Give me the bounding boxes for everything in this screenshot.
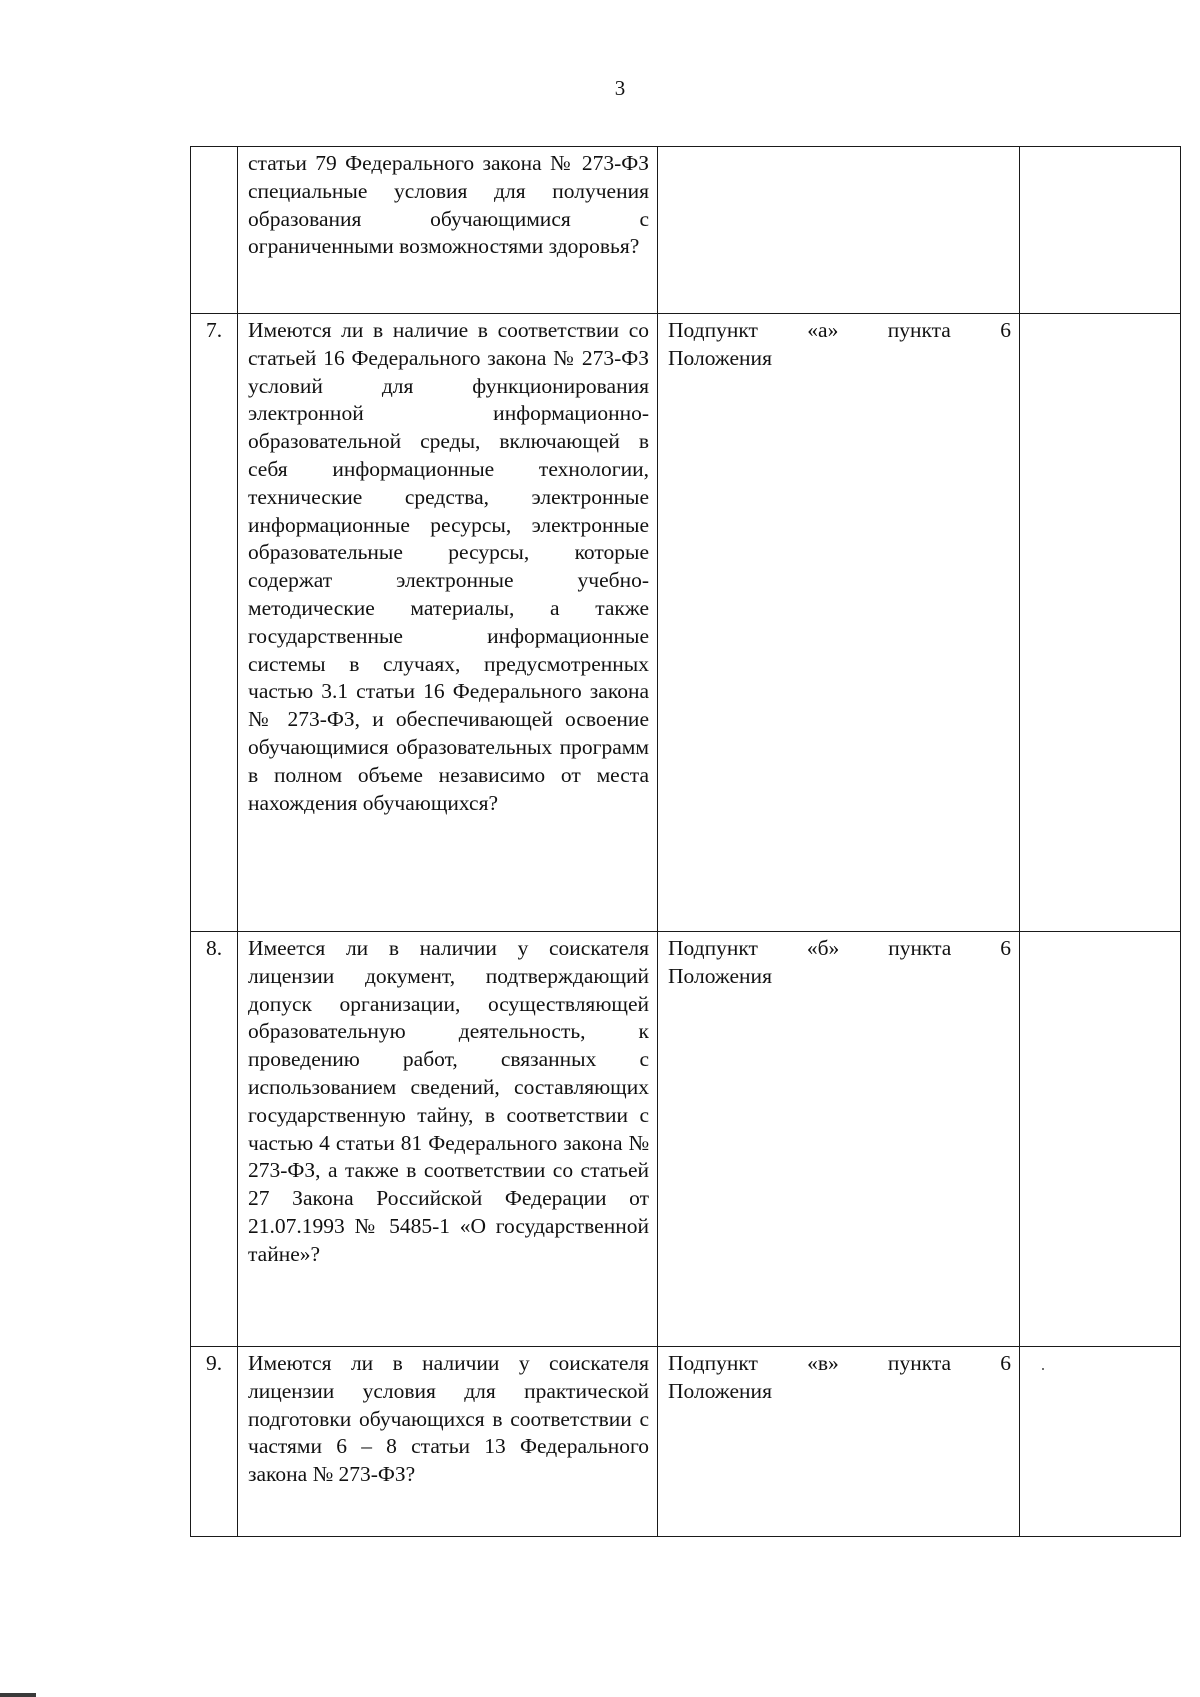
reference-cell bbox=[658, 147, 1020, 314]
reference-cell bbox=[658, 1347, 1020, 1537]
row-number-cell bbox=[191, 147, 238, 314]
reference-line-2: Положения bbox=[668, 1378, 772, 1403]
table-row bbox=[191, 147, 1181, 314]
scan-speck bbox=[1042, 1368, 1044, 1370]
row-number-cell: 8. bbox=[191, 932, 238, 1347]
reference-cell bbox=[658, 932, 1020, 1347]
reference-line-2: Положения bbox=[668, 963, 772, 988]
table-row bbox=[191, 932, 1181, 1347]
reference-line-1: Подпункт «а» пункта 6 bbox=[668, 318, 1011, 342]
mark-cell bbox=[1020, 314, 1181, 932]
mark-cell bbox=[1020, 932, 1181, 1347]
table-row bbox=[191, 1347, 1181, 1537]
row-number-cell: 9. bbox=[191, 1347, 238, 1537]
reference-line-1: Подпункт «в» пункта 6 bbox=[668, 1351, 1011, 1375]
reference-cell bbox=[658, 314, 1020, 932]
question-cell: статьи 79 Федерального закона № 273-ФЗ специальные условия для получения образования обучающимися с ограниченными возможностями здоровья? bbox=[238, 147, 658, 314]
row-number-cell: 7. bbox=[191, 314, 238, 932]
mark-cell bbox=[1020, 147, 1181, 314]
page-number: 3 bbox=[614, 76, 626, 100]
reference-line-2: Положения bbox=[668, 345, 772, 370]
question-cell: Имеются ли в наличии у соискателя лицензии условия для практической подготовки обучающихся в соответствии с частями 6 – 8 статьи 13 Федерального закона № 273-ФЗ? bbox=[238, 1347, 658, 1537]
checklist-table bbox=[190, 146, 1181, 1537]
table-row bbox=[191, 314, 1181, 932]
scan-edge-mark bbox=[0, 1693, 36, 1697]
reference-line-1: Подпункт «б» пункта 6 bbox=[668, 936, 1011, 960]
question-cell: Имеется ли в наличии у соискателя лицензии документ, подтверждающий допуск организации, осуществляющей образовательную деятельность, к проведению работ, связанных с использованием сведений, составляющих государственную тайну, в соответствии с частью 4 статьи 81 Федерального закона № 273-ФЗ, а также в соответствии со статьей 27 Закона Российской Федерации от 21.07.1993 № 5485-1 «О государственной тайне»? bbox=[238, 932, 658, 1347]
question-cell: Имеются ли в наличие в соответствии со статьей 16 Федерального закона № 273-ФЗ условий для функционирования электронной информационно-образовательной среды, включающей в себя информационные технологии, технические средства, электронные информационные ресурсы, электронные образовательные ресурсы, которые содержат электронные учебно-методические материалы, а также государственные информационные системы в случаях, предусмотренных частью 3.1 статьи 16 Федерального закона № 273-ФЗ, и обеспечивающей освоение обучающимися образовательных программ в полном объеме независимо от места нахождения обучающихся? bbox=[238, 314, 658, 932]
mark-cell bbox=[1020, 1347, 1181, 1537]
